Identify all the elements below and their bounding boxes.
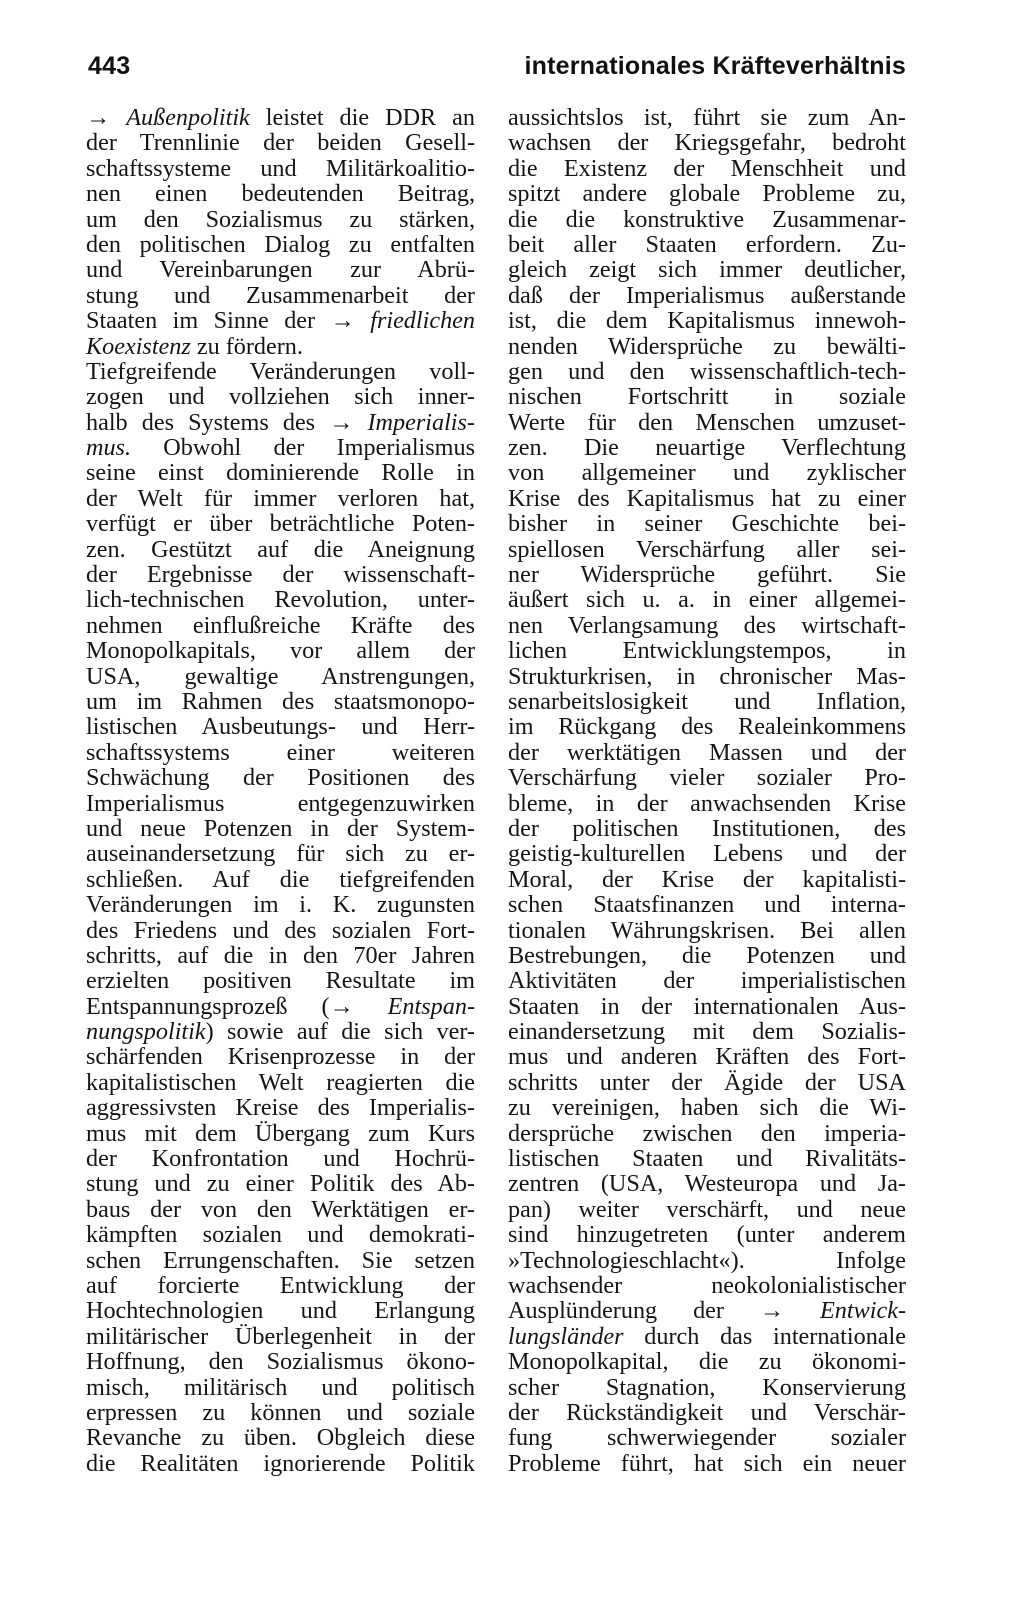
cross-reference-term: Koexistenz bbox=[86, 332, 191, 360]
text-run: lichen Entwicklungstempos, in bbox=[508, 637, 906, 665]
text-run: halb des Systems des → bbox=[86, 408, 368, 436]
text-line bbox=[508, 334, 906, 359]
text-run: bleme, in der anwachsenden Krise bbox=[508, 789, 906, 817]
text-run: Probleme führt, hat sich ein neuer bbox=[508, 1449, 906, 1477]
text-run: USA, gewaltige Anstrengungen, bbox=[86, 662, 475, 690]
text-line bbox=[508, 994, 906, 1019]
text-line bbox=[86, 791, 475, 816]
text-line bbox=[86, 537, 475, 562]
text-run: Aktivitäten der imperialistischen bbox=[508, 967, 906, 995]
text-run: wachsen der Kriegsgefahr, bedroht bbox=[508, 129, 906, 157]
text-run: stung und Zusammenarbeit der bbox=[86, 281, 475, 309]
text-run: zen. Die neuartige Verflechtung bbox=[508, 434, 906, 462]
text-line bbox=[86, 435, 475, 460]
text-run: schritts, auf die in den 70er Jahren bbox=[86, 941, 475, 969]
text-run: erzielten positiven Resultate im bbox=[86, 967, 475, 995]
cross-reference-term: mus. bbox=[86, 434, 132, 462]
text-run: Staaten in der internationalen Aus- bbox=[508, 992, 906, 1020]
text-run: und Vereinbarungen zur Abrü- bbox=[86, 256, 475, 284]
text-line bbox=[508, 1171, 906, 1196]
text-line bbox=[508, 791, 906, 816]
text-run: pan) weiter verschärft, und neue bbox=[508, 1195, 906, 1223]
text-run: äußert sich u. a. in einer allgemei- bbox=[508, 586, 906, 614]
text-run: spitzt andere globale Probleme zu, bbox=[508, 180, 906, 208]
text-run: geistig-kulturellen Lebens und der bbox=[508, 840, 906, 868]
cross-reference-term: Imperialis- bbox=[367, 408, 475, 436]
text-run: Obwohl der Imperialismus bbox=[131, 434, 475, 462]
text-line bbox=[86, 1324, 475, 1349]
text-line bbox=[508, 1298, 906, 1323]
text-line bbox=[86, 664, 475, 689]
text-run: mus und anderen Kräften des Fort- bbox=[508, 1043, 906, 1071]
text-run: tionalen Währungskrisen. Bei allen bbox=[508, 916, 906, 944]
text-line bbox=[86, 257, 475, 282]
text-run: nenden Widersprüche zu bewälti- bbox=[508, 332, 906, 360]
text-run: Veränderungen im i. K. zugunsten bbox=[86, 891, 475, 919]
text-line bbox=[86, 511, 475, 536]
text-line bbox=[508, 537, 906, 562]
text-line bbox=[508, 867, 906, 892]
text-line bbox=[86, 1019, 475, 1044]
text-line bbox=[86, 207, 475, 232]
text-line bbox=[508, 511, 906, 536]
text-run: Hochtechnologien und Erlangung bbox=[86, 1297, 475, 1325]
text-run: Hoffnung, den Sozialismus ökono- bbox=[86, 1348, 475, 1376]
text-line bbox=[508, 1146, 906, 1171]
text-line bbox=[508, 765, 906, 790]
text-run: des Friedens und des sozialen Fort- bbox=[86, 916, 475, 944]
text-line bbox=[86, 181, 475, 206]
text-line bbox=[508, 1121, 906, 1146]
text-run: schließen. Auf die tiefgreifenden bbox=[86, 865, 475, 893]
text-run: im Rückgang des Realeinkommens bbox=[508, 713, 906, 741]
text-line bbox=[86, 410, 475, 435]
text-run: gleich zeigt sich immer deutlicher, bbox=[508, 256, 906, 284]
text-run: schärfenden Krisenprozesse in der bbox=[86, 1043, 475, 1071]
text-line bbox=[86, 1248, 475, 1273]
text-line bbox=[86, 1400, 475, 1425]
text-line bbox=[508, 359, 906, 384]
text-line bbox=[86, 283, 475, 308]
text-run: erpressen zu können und soziale bbox=[86, 1398, 475, 1426]
text-run: um im Rahmen des staatsmonopo- bbox=[86, 687, 475, 715]
right-text-column bbox=[508, 105, 906, 1476]
text-line bbox=[508, 1019, 906, 1044]
text-run: den politischen Dialog zu entfalten bbox=[86, 230, 475, 258]
text-line bbox=[86, 130, 475, 155]
text-run: ) sowie auf die sich ver- bbox=[205, 1018, 475, 1046]
text-line bbox=[508, 1400, 906, 1425]
text-run: der werktätigen Massen und der bbox=[508, 738, 906, 766]
text-run: Strukturkrisen, in chronischer Mas- bbox=[508, 662, 906, 690]
text-run: Schwächung der Positionen des bbox=[86, 764, 475, 792]
text-run: listischen Staaten und Rivalitäts- bbox=[508, 1145, 906, 1173]
text-run: schritts unter der Ägide der USA bbox=[508, 1068, 906, 1096]
text-line bbox=[86, 308, 475, 333]
text-run: kapitalistischen Welt reagierten die bbox=[86, 1068, 475, 1096]
text-line bbox=[508, 918, 906, 943]
text-line bbox=[86, 638, 475, 663]
cross-reference-term: friedlichen bbox=[370, 307, 475, 335]
text-line bbox=[86, 232, 475, 257]
text-run: aggressivsten Kreise des Imperialis- bbox=[86, 1094, 475, 1122]
text-run: von allgemeiner und zyklischer bbox=[508, 459, 906, 487]
text-run: Imperialismus entgegenzuwirken bbox=[86, 789, 475, 817]
text-run: zen. Gestützt auf die Aneignung bbox=[86, 535, 475, 563]
text-run: scher Stagnation, Konservierung bbox=[508, 1373, 906, 1401]
text-line bbox=[508, 181, 906, 206]
text-run: die die konstruktive Zusammenar- bbox=[508, 205, 906, 233]
text-line bbox=[508, 613, 906, 638]
text-run: Werte für den Menschen umzuset- bbox=[508, 408, 906, 436]
text-run: Moral, der Krise der kapitalisti- bbox=[508, 865, 906, 893]
text-line bbox=[508, 486, 906, 511]
text-run: zogen und vollziehen sich inner- bbox=[86, 383, 475, 411]
text-line bbox=[508, 740, 906, 765]
text-line bbox=[86, 1375, 475, 1400]
text-run: militärischer Überlegenheit in der bbox=[86, 1322, 475, 1350]
text-line bbox=[86, 359, 475, 384]
text-run: Tiefgreifende Veränderungen voll- bbox=[86, 357, 475, 385]
text-run: → bbox=[86, 104, 127, 131]
text-line bbox=[508, 816, 906, 841]
text-line bbox=[508, 638, 906, 663]
text-line bbox=[86, 1146, 475, 1171]
text-line bbox=[86, 689, 475, 714]
text-run: schen Staatsfinanzen und interna- bbox=[508, 891, 906, 919]
text-line bbox=[508, 308, 906, 333]
text-run: stung und zu einer Politik des Ab- bbox=[86, 1170, 475, 1198]
text-line bbox=[508, 664, 906, 689]
text-line bbox=[508, 1425, 906, 1450]
text-line bbox=[86, 968, 475, 993]
text-run: bisher in seiner Geschichte bei- bbox=[508, 510, 906, 538]
text-run: Krise des Kapitalismus hat zu einer bbox=[508, 484, 906, 512]
text-line bbox=[86, 1121, 475, 1146]
text-line bbox=[86, 1222, 475, 1247]
text-line bbox=[86, 918, 475, 943]
text-line bbox=[508, 232, 906, 257]
text-run: kämpften sozialen und demokrati- bbox=[86, 1221, 475, 1249]
text-run: fung schwerwiegender sozialer bbox=[508, 1424, 906, 1452]
running-title: internationales Kräfteverhältnis bbox=[524, 52, 906, 80]
text-run: sind hinzugetreten (unter anderem bbox=[508, 1221, 906, 1249]
text-line bbox=[508, 1451, 906, 1476]
text-run: Staaten im Sinne der → bbox=[86, 307, 371, 335]
text-run: daß der Imperialismus außerstande bbox=[508, 281, 906, 309]
text-run: mus mit dem Übergang zum Kurs bbox=[86, 1119, 475, 1147]
text-line bbox=[86, 867, 475, 892]
cross-reference-term: Außenpolitik bbox=[126, 104, 250, 131]
text-line bbox=[508, 283, 906, 308]
cross-reference-term: Entspan- bbox=[387, 992, 475, 1020]
text-run: Monopolkapital, die zu ökonomi- bbox=[508, 1348, 906, 1376]
cross-reference-term: nungspolitik bbox=[86, 1018, 206, 1046]
text-run: zu fördern. bbox=[190, 332, 303, 360]
text-run: verfügt er über beträchtliche Poten- bbox=[86, 510, 475, 538]
text-line bbox=[86, 156, 475, 181]
text-line bbox=[508, 410, 906, 435]
text-run: schaftssystems einer weiteren bbox=[86, 738, 475, 766]
text-run: zu vereinigen, haben sich die Wi- bbox=[508, 1094, 906, 1122]
text-run: nehmen einflußreiche Kräfte des bbox=[86, 611, 475, 639]
text-run: um den Sozialismus zu stärken, bbox=[86, 205, 475, 233]
text-run: beit aller Staaten erfordern. Zu- bbox=[508, 230, 906, 258]
text-run: zentren (USA, Westeuropa und Ja- bbox=[508, 1170, 906, 1198]
text-line bbox=[86, 816, 475, 841]
text-line bbox=[508, 1273, 906, 1298]
text-line bbox=[508, 587, 906, 612]
text-run: wachsender neokolonialistischer bbox=[508, 1271, 906, 1299]
text-line bbox=[86, 1451, 475, 1476]
text-line bbox=[86, 841, 475, 866]
text-run: Monopolkapitals, vor allem der bbox=[86, 637, 475, 665]
text-line bbox=[86, 105, 475, 130]
text-line bbox=[508, 689, 906, 714]
text-run: auf forcierte Entwicklung der bbox=[86, 1271, 475, 1299]
text-run: der politischen Institutionen, des bbox=[508, 814, 906, 842]
text-line bbox=[86, 1171, 475, 1196]
text-run: leistet die DDR an bbox=[249, 104, 475, 131]
text-run: der Welt für immer verloren hat, bbox=[86, 484, 475, 512]
text-line bbox=[508, 460, 906, 485]
text-run: aussichtslos ist, führt sie zum An- bbox=[508, 104, 906, 131]
text-line bbox=[508, 257, 906, 282]
text-run: schen Errungenschaften. Sie setzen bbox=[86, 1246, 475, 1274]
text-line bbox=[86, 714, 475, 739]
text-run: die Realitäten ignorierende Politik bbox=[86, 1449, 475, 1477]
running-header bbox=[88, 52, 906, 81]
text-run: schaftssysteme und Militärkoalitio- bbox=[86, 154, 475, 182]
text-run: Entspannungsprozeß (→ bbox=[86, 992, 388, 1020]
text-run: und neue Potenzen in der System- bbox=[86, 814, 475, 842]
text-line bbox=[508, 1222, 906, 1247]
text-line bbox=[508, 1248, 906, 1273]
text-line bbox=[508, 207, 906, 232]
text-line bbox=[508, 1044, 906, 1069]
text-run: Bestrebungen, die Potenzen und bbox=[508, 941, 906, 969]
text-line bbox=[508, 1197, 906, 1222]
text-run: gen und den wissenschaftlich-tech- bbox=[508, 357, 906, 385]
text-run: der Trennlinie der beiden Gesell- bbox=[86, 129, 475, 157]
text-line bbox=[86, 334, 475, 359]
text-run: »Technologieschlacht«). Infolge bbox=[508, 1246, 906, 1274]
text-line bbox=[86, 1095, 475, 1120]
text-line bbox=[86, 765, 475, 790]
text-run: ist, die dem Kapitalismus innewoh- bbox=[508, 307, 906, 335]
text-run: Ausplünderung der → bbox=[508, 1297, 821, 1325]
text-run: misch, militärisch und politisch bbox=[86, 1373, 475, 1401]
text-line bbox=[86, 1298, 475, 1323]
text-line bbox=[508, 892, 906, 917]
text-run: durch das internationale bbox=[623, 1322, 906, 1350]
text-line bbox=[86, 613, 475, 638]
text-line bbox=[508, 1070, 906, 1095]
text-run: senarbeitslosigkeit und Inflation, bbox=[508, 687, 906, 715]
text-line bbox=[86, 1349, 475, 1374]
text-line bbox=[86, 1425, 475, 1450]
text-line bbox=[86, 587, 475, 612]
text-run: lich-technischen Revolution, unter- bbox=[86, 586, 475, 614]
text-run: spiellosen Verschärfung aller sei- bbox=[508, 535, 906, 563]
text-line bbox=[508, 1349, 906, 1374]
text-run: nischen Fortschritt in soziale bbox=[508, 383, 906, 411]
text-line bbox=[508, 1324, 906, 1349]
text-line bbox=[86, 562, 475, 587]
text-run: die Existenz der Menschheit und bbox=[508, 154, 906, 182]
text-run: auseinandersetzung für sich zu er- bbox=[86, 840, 475, 868]
text-line bbox=[508, 156, 906, 181]
text-line bbox=[86, 994, 475, 1019]
text-run: der Konfrontation und Hochrü- bbox=[86, 1145, 475, 1173]
text-run: Revanche zu üben. Obgleich diese bbox=[86, 1424, 475, 1452]
text-run: dersprüche zwischen den imperia- bbox=[508, 1119, 906, 1147]
text-line bbox=[86, 892, 475, 917]
text-line bbox=[508, 562, 906, 587]
text-line bbox=[508, 435, 906, 460]
text-line bbox=[508, 1375, 906, 1400]
text-line bbox=[86, 460, 475, 485]
text-line bbox=[86, 384, 475, 409]
text-run: ner Widersprüche geführt. Sie bbox=[508, 561, 906, 589]
text-run: Verschärfung vieler sozialer Pro- bbox=[508, 764, 906, 792]
cross-reference-term: lungsländer bbox=[508, 1322, 624, 1350]
text-line bbox=[508, 384, 906, 409]
text-line bbox=[508, 943, 906, 968]
text-line bbox=[508, 841, 906, 866]
text-line bbox=[508, 1095, 906, 1120]
text-run: einandersetzung mit dem Sozialis- bbox=[508, 1018, 906, 1046]
text-line bbox=[86, 1070, 475, 1095]
text-run: nen einen bedeutenden Beitrag, bbox=[86, 180, 475, 208]
text-line bbox=[86, 740, 475, 765]
text-run: listischen Ausbeutungs- und Herr- bbox=[86, 713, 475, 741]
text-line bbox=[86, 1044, 475, 1069]
text-run: seine einst dominierende Rolle in bbox=[86, 459, 475, 487]
left-text-column bbox=[86, 105, 475, 1476]
text-line bbox=[508, 105, 906, 130]
text-line bbox=[508, 714, 906, 739]
text-line bbox=[86, 1273, 475, 1298]
text-run: der Rückständigkeit und Verschär- bbox=[508, 1398, 906, 1426]
page-number: 443 bbox=[88, 52, 131, 80]
text-line bbox=[86, 486, 475, 511]
cross-reference-term: Entwick- bbox=[820, 1297, 906, 1325]
text-line bbox=[508, 968, 906, 993]
text-run: baus der von den Werktätigen er- bbox=[86, 1195, 475, 1223]
text-line bbox=[86, 943, 475, 968]
text-line bbox=[508, 130, 906, 155]
text-run: der Ergebnisse der wissenschaft- bbox=[86, 561, 475, 589]
text-run: nen Verlangsamung des wirtschaft- bbox=[508, 611, 906, 639]
text-line bbox=[86, 1197, 475, 1222]
